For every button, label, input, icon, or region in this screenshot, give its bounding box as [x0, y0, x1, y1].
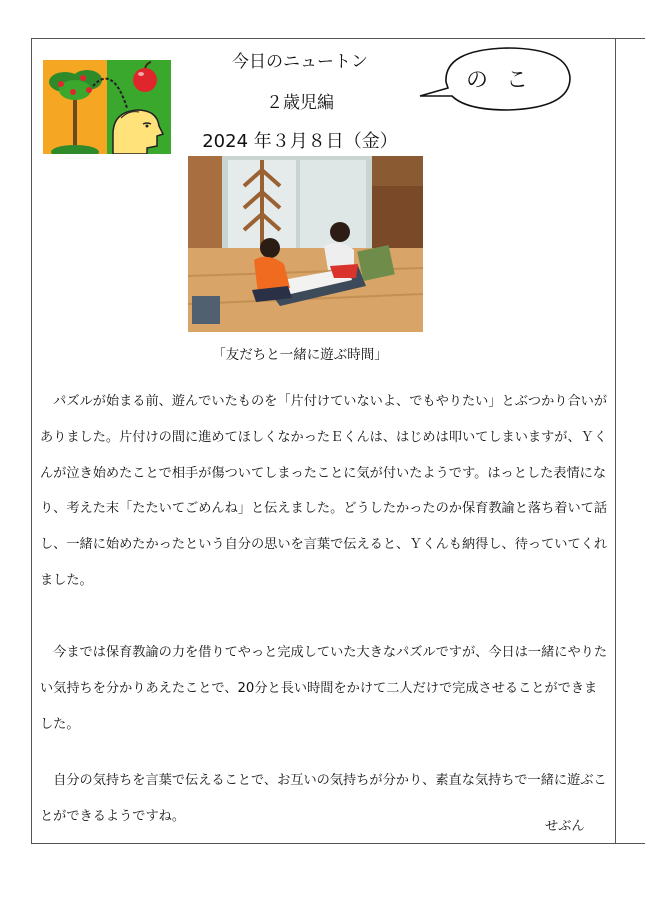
paragraph-1: パズルが始まる前、遊んでいたものを「片付けていないよ、でもやりたい」とぶつかり合いがありました。片付けの間に進めてほしくなかったＥくんは、はじめは叩いてしまいますが、Ｙくんが泣き始めたことで相手が傷ついてしまったことに気が付いたようです。はっとした表情になり、考えた末「たたいてごめんね」と伝えました。どうしたかったのか保育教諭と落ち着いて話し、一緒に始めたかったという自分の思いを言葉で伝えると、Ｙくんも納得し、待っていてくれました。 [40, 394, 608, 588]
newsletter-date: 2024 年３月８日（金） [202, 131, 398, 152]
newsletter-subtitle: ２歳児編 [266, 93, 334, 113]
photo-caption: 「友だちと一緒に遊ぶ時間」 [212, 347, 388, 363]
bubble-char-no: の [466, 68, 489, 93]
speech-bubble-icon [418, 44, 574, 114]
page-frame-right [616, 38, 645, 844]
children-puzzle-photo [188, 156, 423, 332]
newton-logo [43, 60, 171, 154]
author-signature: せぶん [545, 819, 585, 834]
paragraph-3: 自分の気持ちを言葉で伝えることで、お互いの気持ちが分かり、素直な気持ちで一緒に遊ぶことができるようですね。 [40, 773, 607, 824]
newsletter-title: 今日のニュートン [232, 52, 368, 72]
bubble-char-ko: こ [506, 68, 529, 93]
paragraph-2: 今までは保育教諭の力を借りてやっと完成していた大きなパズルですが、今日は一緒にやりたい気持ちを分かりあえたことで、20分と長い時間をかけて二人だけで完成させることができました。 [40, 645, 608, 732]
